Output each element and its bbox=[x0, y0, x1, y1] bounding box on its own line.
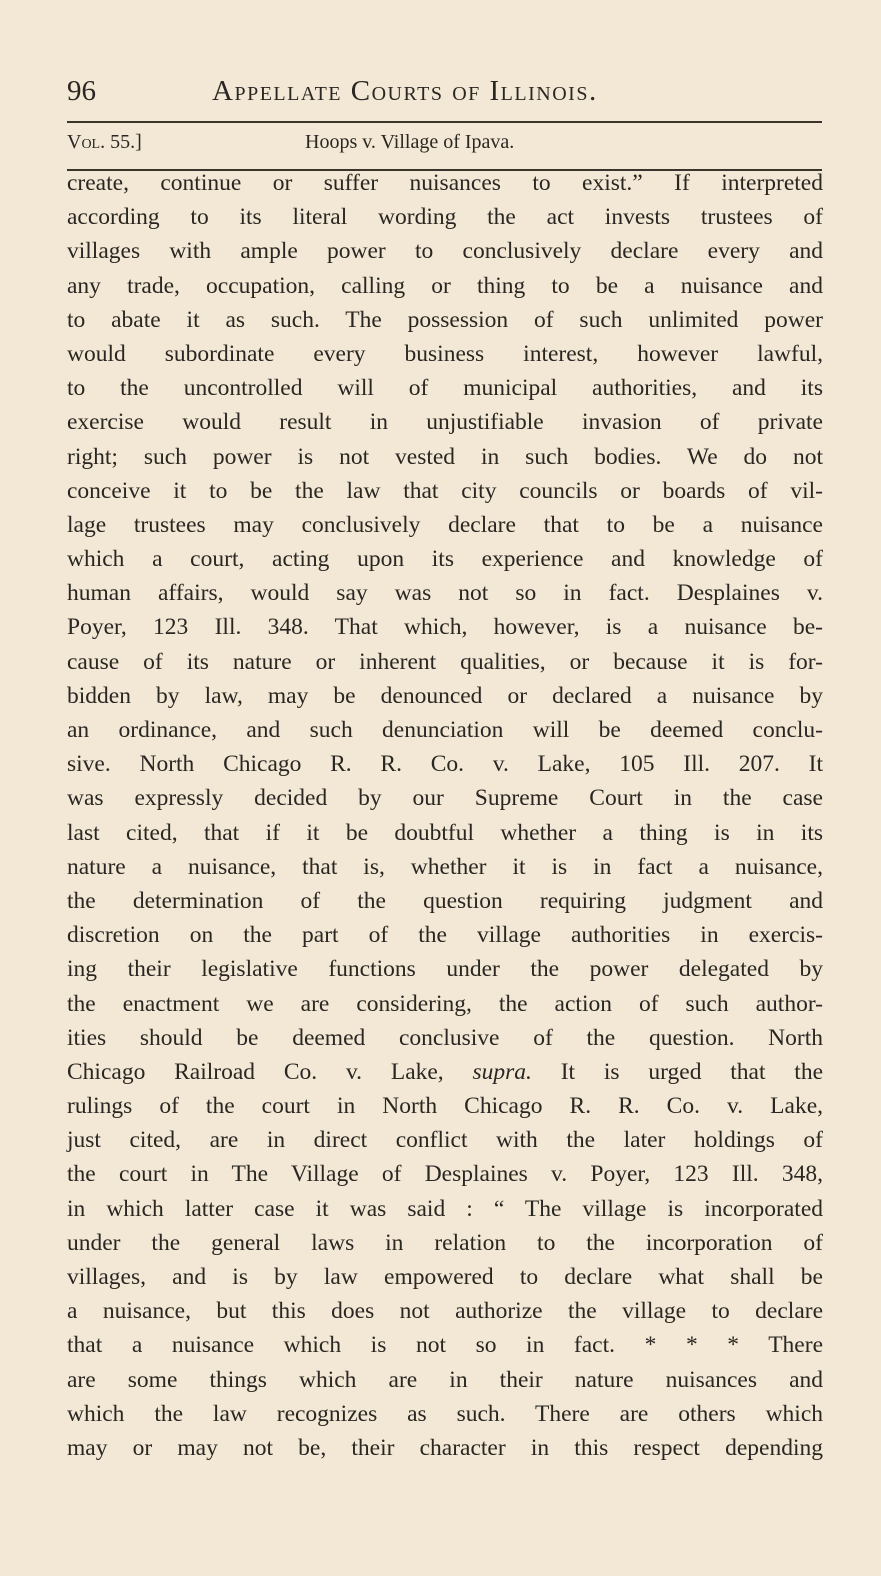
text-line bbox=[67, 1055, 823, 1089]
text-line: under the general laws in relation to the incorporation of bbox=[67, 1229, 823, 1256]
text-line: that a nuisance which is not so in fact. * * * There bbox=[67, 1332, 823, 1359]
text-segment: It is urged that the bbox=[531, 1058, 823, 1085]
italic-citation: supra. bbox=[472, 1058, 532, 1085]
text-line: which a court, acting upon its experience and knowledge of bbox=[67, 546, 823, 573]
text-line: human affairs, would say was not so in fact. Desplaines v. bbox=[67, 580, 823, 607]
volume-label: Vol. 55.] bbox=[67, 131, 142, 153]
text-line: cause of its nature or inherent qualities, or because it is for- bbox=[67, 648, 823, 675]
text-line: to the uncontrolled will of municipal authorities, and its bbox=[67, 375, 823, 402]
text-line: a nuisance, but this does not authorize the village to declare bbox=[67, 1298, 823, 1325]
text-line: lage trustees may conclusively declare that to be a nuisance bbox=[67, 511, 823, 538]
text-line: bidden by law, may be denounced or declared a nuisance by bbox=[67, 682, 823, 709]
text-line: would subordinate every business interest, however lawful, bbox=[67, 340, 823, 367]
body-text bbox=[67, 166, 823, 1465]
text-line: sive. North Chicago R. R. Co. v. Lake, 105 Ill. 207. It bbox=[67, 751, 823, 778]
running-head: Hoops v. Village of Ipava. bbox=[305, 131, 515, 153]
text-line: ing their legislative functions under the power delegated by bbox=[67, 956, 823, 983]
text-line: any trade, occupation, calling or thing to be a nuisance and bbox=[67, 272, 823, 299]
text-line: create, continue or suffer nuisances to exist.” If interpreted bbox=[67, 170, 823, 196]
header-rule-top bbox=[67, 121, 822, 123]
text-line: Poyer, 123 Ill. 348. That which, however, is a nuisance be- bbox=[67, 614, 823, 641]
text-line: according to its literal wording the act invests trustees of bbox=[67, 204, 823, 231]
text-line: may or may not be, their character in this respect depending bbox=[67, 1434, 823, 1461]
text-line: are some things which are in their nature nuisances and bbox=[67, 1366, 823, 1393]
text-line: which the law recognizes as such. There are others which bbox=[67, 1400, 823, 1427]
text-line: conceive it to be the law that city councils or boards of vil- bbox=[67, 477, 823, 504]
text-line: right; such power is not vested in such bodies. We do not bbox=[67, 443, 823, 470]
text-line: in which latter case it was said : “ The village is incorporated bbox=[67, 1195, 823, 1222]
text-line: nature a nuisance, that is, whether it is in fact a nuisance, bbox=[67, 853, 823, 880]
text-line: the enactment we are considering, the action of such author- bbox=[67, 990, 823, 1017]
text-line: villages with ample power to conclusively declare every and bbox=[67, 238, 823, 265]
page-number: 96 bbox=[67, 75, 96, 107]
text-line: villages, and is by law empowered to declare what shall be bbox=[67, 1264, 823, 1290]
text-line: the determination of the question requiring judgment and bbox=[67, 887, 823, 914]
text-line: was expressly decided by our Supreme Court in the case bbox=[67, 785, 823, 812]
book-title: Appellate Courts of Illinois. bbox=[212, 75, 598, 107]
text-segment: Chicago Railroad Co. v. Lake, bbox=[67, 1058, 473, 1085]
text-line: an ordinance, and such denunciation will be deemed conclu- bbox=[67, 717, 823, 743]
text-line: ities should be deemed conclusive of the question. North bbox=[67, 1024, 823, 1051]
text-line: rulings of the court in North Chicago R. R. Co. v. Lake, bbox=[67, 1093, 823, 1120]
text-line: exercise would result in unjustifiable invasion of private bbox=[67, 409, 823, 436]
text-line: discretion on the part of the village authorities in exercis- bbox=[67, 922, 823, 949]
text-line: last cited, that if it be doubtful whether a thing is in its bbox=[67, 819, 823, 846]
text-line: just cited, are in direct conflict with the later holdings of bbox=[67, 1127, 823, 1154]
text-line: to abate it as such. The possession of such unlimited power bbox=[67, 306, 823, 333]
text-line: the court in The Village of Desplaines v. Poyer, 123 Ill. 348, bbox=[67, 1161, 823, 1188]
